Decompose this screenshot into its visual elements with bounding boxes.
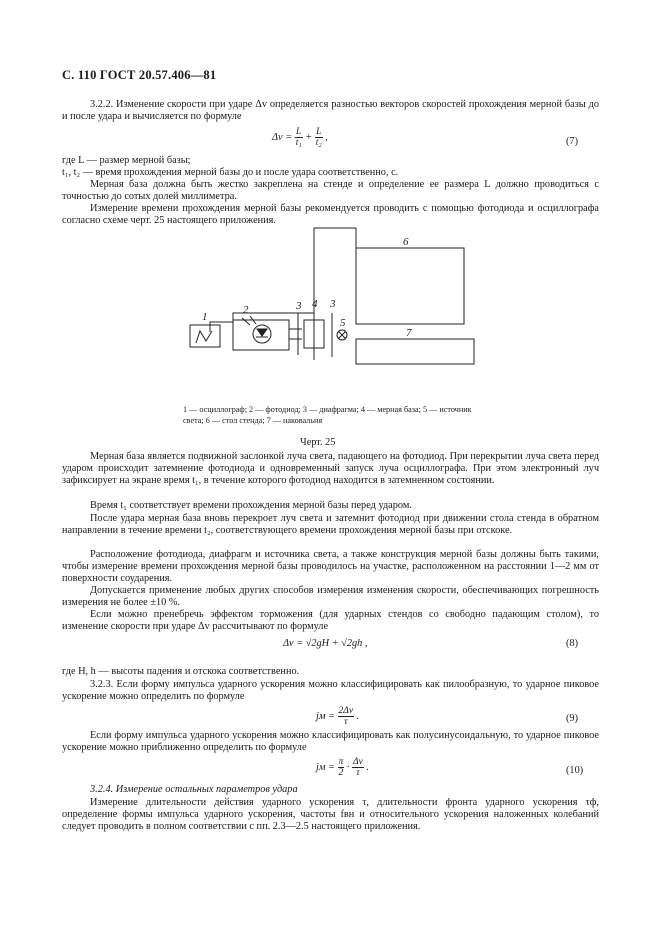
- eq-number-7: (7): [566, 136, 579, 147]
- formula-8: Δv = √2gH + √2gh ,: [283, 638, 368, 649]
- paragraph-base: Мерная база должна быть жестко закреплена на стенде и определение ее размера L должно проводиться с точностью до сотых долей миллиметра.: [62, 179, 599, 203]
- eq-number-9: (9): [566, 713, 579, 724]
- label-5: 5: [340, 317, 346, 329]
- eq-number-10: (10): [566, 765, 584, 776]
- section-3-2-4: 3.2.4. Измерение остальных параметров удара: [90, 784, 298, 795]
- paragraph-other-methods: Допускается применение любых других способов измерения изменения скорости, обеспечивающих погрешность измерения не более ±10 %.: [62, 585, 599, 609]
- where-t: t₁, t₂ — время прохождения мерной базы до и после удара соответственно, с.: [62, 167, 399, 178]
- formula-9: jм = $\frac{2\Delta v}{\tau}$ .: [316, 706, 360, 727]
- oscilloscope-rect: [190, 325, 220, 347]
- figure-caption: 1 — осциллограф; 2 — фотодиод; 3 — диафрагма; 4 — мерная база; 5 — источник света; 6 — стол стенда; 7 — наковальня: [183, 405, 472, 425]
- paragraph-time-t1: Время t₁ соответствует времени прохождения мерной базы перед ударом.: [90, 500, 412, 511]
- formula-7: Δv = $\frac{L}{\text{t₁}}$ + $\frac{L}{\text{t₂}}$ ,: [272, 127, 328, 148]
- label-1: 1: [202, 311, 208, 323]
- paragraph-halfsine: Если форму импульса ударного ускорения можно классифицировать как полусинусоидальную, то ударное пиковое ускорение можно приближенно определить по формуле: [62, 730, 599, 754]
- label-2: 2: [243, 304, 249, 316]
- label-3-left: 3: [296, 300, 302, 312]
- figure-title: Черт. 25: [300, 437, 336, 448]
- label-3-right: 3: [330, 298, 336, 310]
- paragraph-braking: Если можно пренебречь эффектом торможения (для ударных стендов со свободно падающим столом), то изменение скорости при ударе Δv рассчитывают по формуле: [62, 609, 599, 633]
- where-L: где L — размер мерной базы;: [62, 155, 191, 166]
- table-rect: [356, 248, 464, 324]
- anvil-rect: [356, 339, 474, 364]
- formula-10: jм = $\frac{\pi}{2}$ · $\frac{\Delta v}{\tau}$ .: [316, 757, 369, 778]
- paragraph-other-params: Измерение длительности действия ударного ускорения τ, длительности фронта ударного ускорения τф, определение формы импульса ударного ускорения, частоты fвн и относительного ускорения наложенных колебаний следует проводить в полном соответствии с пп. 2.3—2.5 настоящего приложения.: [62, 797, 599, 833]
- paragraph-3-2-2: 3.2.2. Изменение скорости при ударе Δv определяется разностью векторов скоростей прохождения мерной базы до и после удара и вычисляется по формуле: [62, 99, 599, 123]
- label-4: 4: [312, 298, 318, 310]
- where-heights: где H, h — высоты падения и отскока соответственно.: [62, 666, 300, 677]
- page-header: С. 110 ГОСТ 20.57.406—81: [62, 68, 217, 82]
- paragraph-after-impact: После удара мерная база вновь перекроет луч света и затемнит фотодиод при движении стола стенда в обратном направлении в течение времени t₂, соответствующего времени прохождения мерной базы при отскоке.: [62, 513, 599, 537]
- label-6: 6: [403, 236, 409, 248]
- scheme-diagram: [180, 225, 480, 375]
- paragraph-3-2-3: 3.2.3. Если форму импульса ударного ускорения можно классифицировать как пилообразную, то ударное пиковое ускорение можно определить по формуле: [62, 679, 599, 703]
- paragraph-measurement: Измерение времени прохождения мерной базы рекомендуется проводить с помощью фотодиода и осциллографа согласно схеме черт. 25 настоящего приложения.: [62, 203, 599, 227]
- paragraph-base-shutter: Мерная база является подвижной заслонкой луча света, падающего на фотодиод. При перекрытии луча света перед ударом происходит затемнение фотодиода и одновременный запуск луча осциллографа. При этом электронный луч зафиксирует на экране время t₁, в течение которого фотодиод находится в затемненном состоянии.: [62, 451, 599, 487]
- label-7: 7: [406, 327, 412, 339]
- paragraph-placement: Расположение фотодиода, диафрагм и источника света, а также конструкция мерной базы должны быть такими, чтобы измерение времени прохождения мерной базы проводилось на участке, расположенном на расстоянии 1—2 мм от поверхности соударения.: [62, 549, 599, 585]
- eq-number-8: (8): [566, 638, 579, 649]
